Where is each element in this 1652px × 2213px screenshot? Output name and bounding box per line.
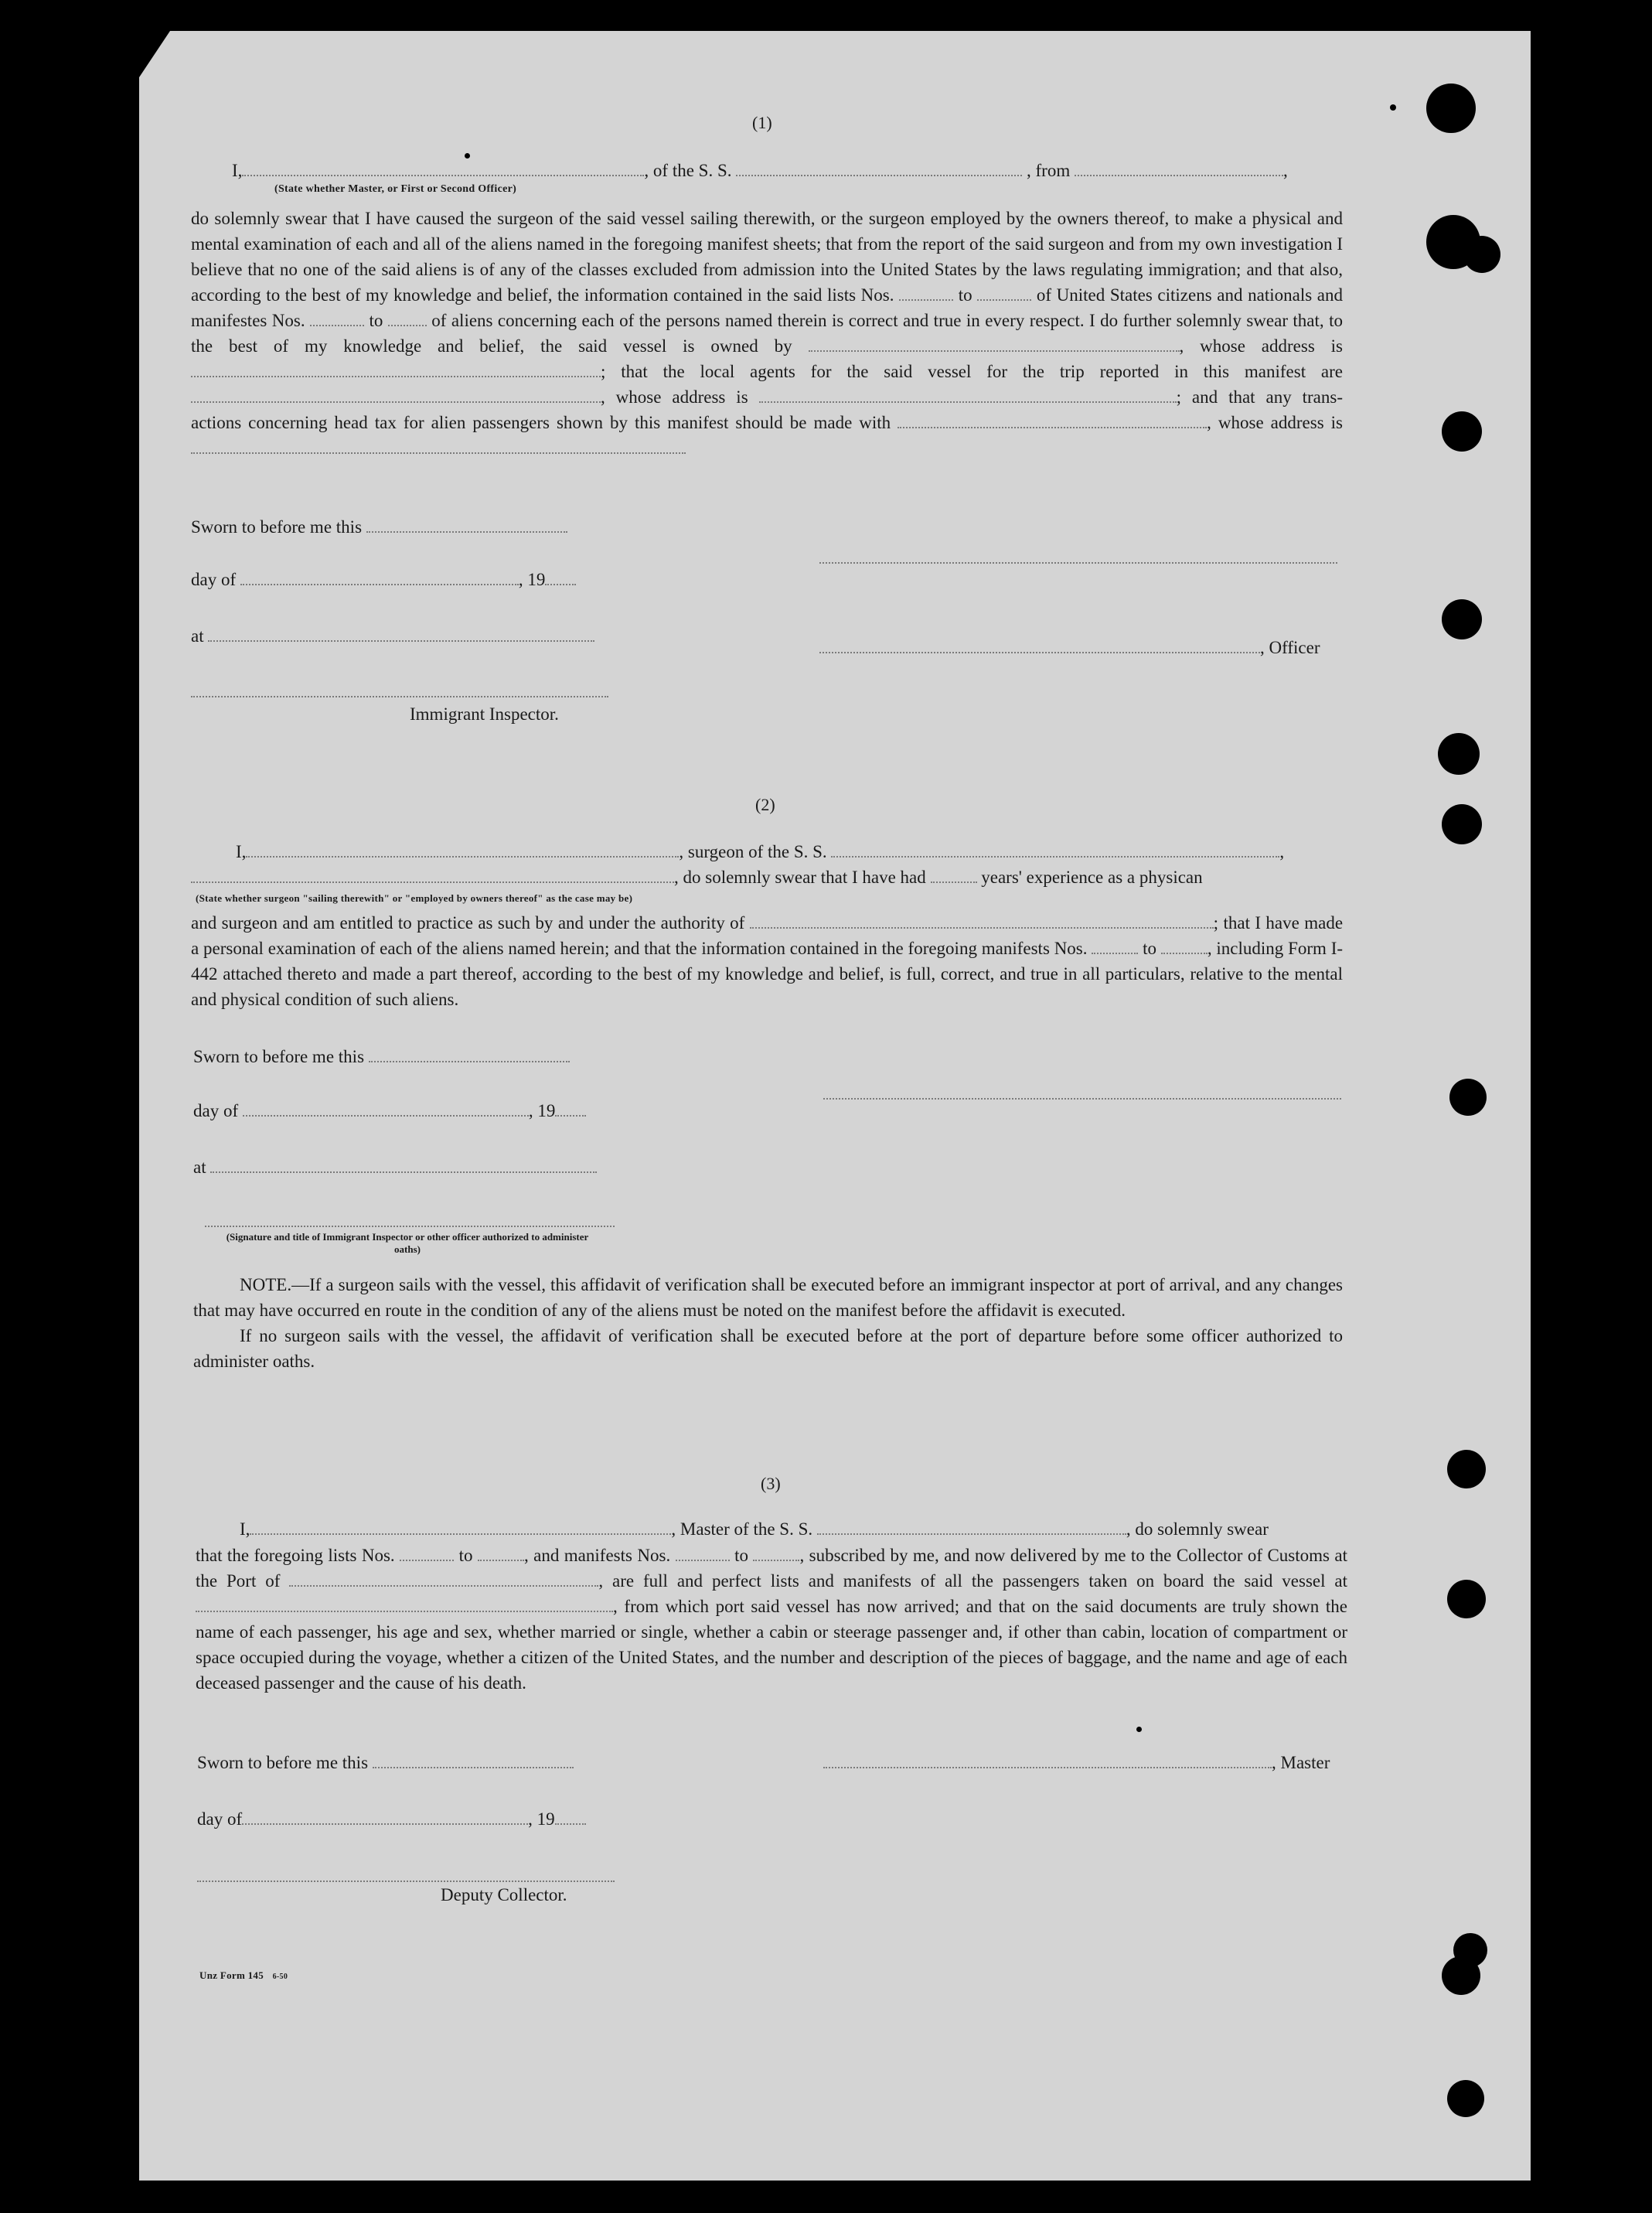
punch-hole xyxy=(1426,84,1476,133)
field-owner-address[interactable] xyxy=(191,360,601,377)
punch-hole xyxy=(1442,1956,1480,1995)
section-1-officer: , Officer xyxy=(819,636,1320,660)
field-local-agents[interactable] xyxy=(191,386,601,403)
section-2-line2: , do solemnly swear that I have had years' experience as a physican xyxy=(191,866,1203,889)
punch-hole xyxy=(1463,236,1500,273)
field-years-experience[interactable] xyxy=(931,866,977,883)
speck xyxy=(1390,104,1396,111)
field-lists-from[interactable] xyxy=(400,1544,454,1561)
section-2-capacity-note: (State whether surgeon "sailing therewith" or "employed by owners thereof" as the case may be) xyxy=(196,892,633,904)
punch-hole xyxy=(1442,599,1482,639)
section-1-line1: I, , of the S. S. , from , xyxy=(232,161,1288,180)
field-port-of-departure[interactable] xyxy=(196,1595,613,1612)
section-2-sworn: Sworn to before me this xyxy=(193,1045,570,1069)
section-1-number: (1) xyxy=(752,113,772,132)
form-footer: Unz Form 145 6-50 xyxy=(199,1969,288,1981)
punch-hole xyxy=(1447,2080,1484,2117)
field-from-port[interactable] xyxy=(1075,159,1283,176)
field-sworn-day[interactable] xyxy=(366,516,567,533)
field-manifests-to[interactable] xyxy=(1161,937,1207,954)
field-head-tax-address[interactable] xyxy=(191,437,686,454)
field-lists-to[interactable] xyxy=(478,1544,524,1561)
field-sworn-year[interactable] xyxy=(545,568,576,585)
section-2-body: and surgeon and am entitled to practice as such by and under the authority of ; that I have made a personal examination of each of the aliens named herein; and that the information contained in the foregoing manifests Nos. to , including Form I-442 attached thereto and made a part thereof, according to the best of my knowledge and belief, is full, correct, and true in all particulars, relative to the mental and physical condition of such aliens. xyxy=(191,913,1344,1009)
signature-line-deputy[interactable] xyxy=(197,1879,615,1882)
field-vessel-name[interactable] xyxy=(736,159,1022,176)
field-sworn-day-2[interactable] xyxy=(369,1045,570,1062)
field-practice-authority[interactable] xyxy=(750,912,1214,929)
section-2-note: NOTE.—If a surgeon sails with the vessel, this affidavit of verification shall be executed before an immigrant inspector at port of arrival, and any changes that may have occurred en route in the condition of any of the aliens must be noted on the manifest before the affidavit is executed. If no surgeon sails with the vessel, the affidavit of verification shall be executed before at the port of departure before some officer authorized to administer oaths. xyxy=(193,1275,1343,1371)
signature-master[interactable] xyxy=(823,1751,1272,1768)
field-manifests-to-3[interactable] xyxy=(753,1544,799,1561)
section-1-day: day of , 19 xyxy=(191,568,576,592)
field-alien-manifests-from[interactable] xyxy=(310,309,364,326)
section-3-day: day of , 19 xyxy=(197,1808,586,1831)
punch-hole xyxy=(1442,411,1482,452)
field-sworn-year-2[interactable] xyxy=(555,1100,586,1117)
section-3-number: (3) xyxy=(761,1474,781,1493)
signature-line-inspector-2[interactable] xyxy=(205,1224,615,1227)
speck xyxy=(1136,1727,1142,1732)
field-officer-rank[interactable] xyxy=(242,159,644,176)
section-3-sworn: Sworn to before me this xyxy=(197,1751,574,1775)
field-citizen-lists-from[interactable] xyxy=(899,284,953,301)
punch-hole xyxy=(1447,1450,1486,1488)
field-master-name[interactable] xyxy=(250,1518,671,1535)
field-sworn-month[interactable] xyxy=(240,568,519,585)
field-master-vessel[interactable] xyxy=(817,1518,1126,1535)
section-1-body: do solemnly swear that I have caused the surgeon of the said vessel sailing therewith, or the surgeon employed by the owners thereof, to make a physical and mental examination of each and all of the aliens named in the foregoing manifest sheets; that from the report of the said surgeon and from my own investigation I believe that no one of the said aliens is of any of the classes excluded from admission into the United States by the laws regulating immigration; and that also, according to the best of my knowledge and belief, the information contained in the said lists Nos. to of United States citizens and nationals and manifestes Nos. to of aliens concerning each of the persons named therein is correct and true in every respect. I do further solemnly swear that, to the best of my knowledge and belief, the said vessel is owned by , whose address is ; that the local agents for the said vessel for the trip reported in this manifest are , whose address is ; and that any trans- actions concerning head tax for alien passengers shown by this manifest should be made with , whose address is xyxy=(191,206,1343,461)
field-alien-manifests-to[interactable] xyxy=(388,309,427,326)
punch-hole xyxy=(1449,1079,1487,1116)
punch-hole xyxy=(1442,804,1482,844)
field-head-tax-party[interactable] xyxy=(898,411,1207,428)
signature-officer[interactable] xyxy=(819,636,1260,653)
field-manifests-from[interactable] xyxy=(1092,937,1138,954)
section-2-number: (2) xyxy=(755,795,775,814)
field-sworn-place-2[interactable] xyxy=(210,1156,597,1173)
section-3-body: that the foregoing lists Nos. to , and manifests Nos. to , subscribed by me, and now delivered by me to the Collector of Customs at the Port of , are full and perfect lists and manifests of all the passengers taken on board the said vessel at , from which port said vessel has now arrived; and that on the said documents are truly shown the name of each passenger, his age and sex, whether married or single, whether a cabin or steerage passenger and, if other than cabin, location of compartment or space occupied during the voyage, whether a citizen of the United States, and the number and description of the pieces of baggage, and the name and age of each deceased passenger and the cause of his death. xyxy=(196,1546,1348,1693)
field-sworn-year-3[interactable] xyxy=(555,1808,586,1825)
field-surgeon-name[interactable] xyxy=(246,841,679,858)
section-2-signature-note: (Signature and title of Immigrant Inspector or other officer authorized to administer oaths) xyxy=(226,1231,589,1255)
signature-line-officer-top[interactable] xyxy=(819,561,1337,564)
field-port-of-arrival[interactable] xyxy=(289,1570,598,1587)
field-citizen-lists-to[interactable] xyxy=(977,284,1031,301)
signature-line-surgeon[interactable] xyxy=(823,1096,1341,1100)
field-sworn-day-3[interactable] xyxy=(373,1751,574,1768)
section-1-at: at xyxy=(191,625,594,648)
section-3-deputy: Deputy Collector. xyxy=(441,1885,567,1904)
field-agents-address[interactable] xyxy=(759,386,1177,403)
speck xyxy=(465,153,470,159)
field-surgeon-capacity[interactable] xyxy=(191,866,674,883)
section-3-master: , Master xyxy=(823,1751,1330,1775)
section-2-day: day of , 19 xyxy=(193,1100,586,1123)
section-2-at: at xyxy=(193,1156,597,1179)
section-2-line1: I, , surgeon of the S. S. , xyxy=(236,842,1285,861)
section-1-rank-note: (State whether Master, or First or Second Officer) xyxy=(274,183,517,195)
signature-line-inspector[interactable] xyxy=(191,694,608,697)
field-sworn-place[interactable] xyxy=(208,625,594,642)
field-sworn-month-2[interactable] xyxy=(243,1100,529,1117)
section-1-inspector: Immigrant Inspector. xyxy=(410,704,559,724)
section-3-line1: I, , Master of the S. S. , do solemnly swear xyxy=(240,1519,1269,1539)
field-manifests-from-3[interactable] xyxy=(676,1544,730,1561)
punch-hole xyxy=(1447,1580,1486,1618)
section-1-sworn: Sworn to before me this xyxy=(191,516,567,539)
field-sworn-month-3[interactable] xyxy=(242,1808,528,1825)
field-vessel-owner[interactable] xyxy=(809,335,1180,352)
field-surgeon-vessel[interactable] xyxy=(831,841,1279,858)
punch-hole xyxy=(1438,733,1480,775)
